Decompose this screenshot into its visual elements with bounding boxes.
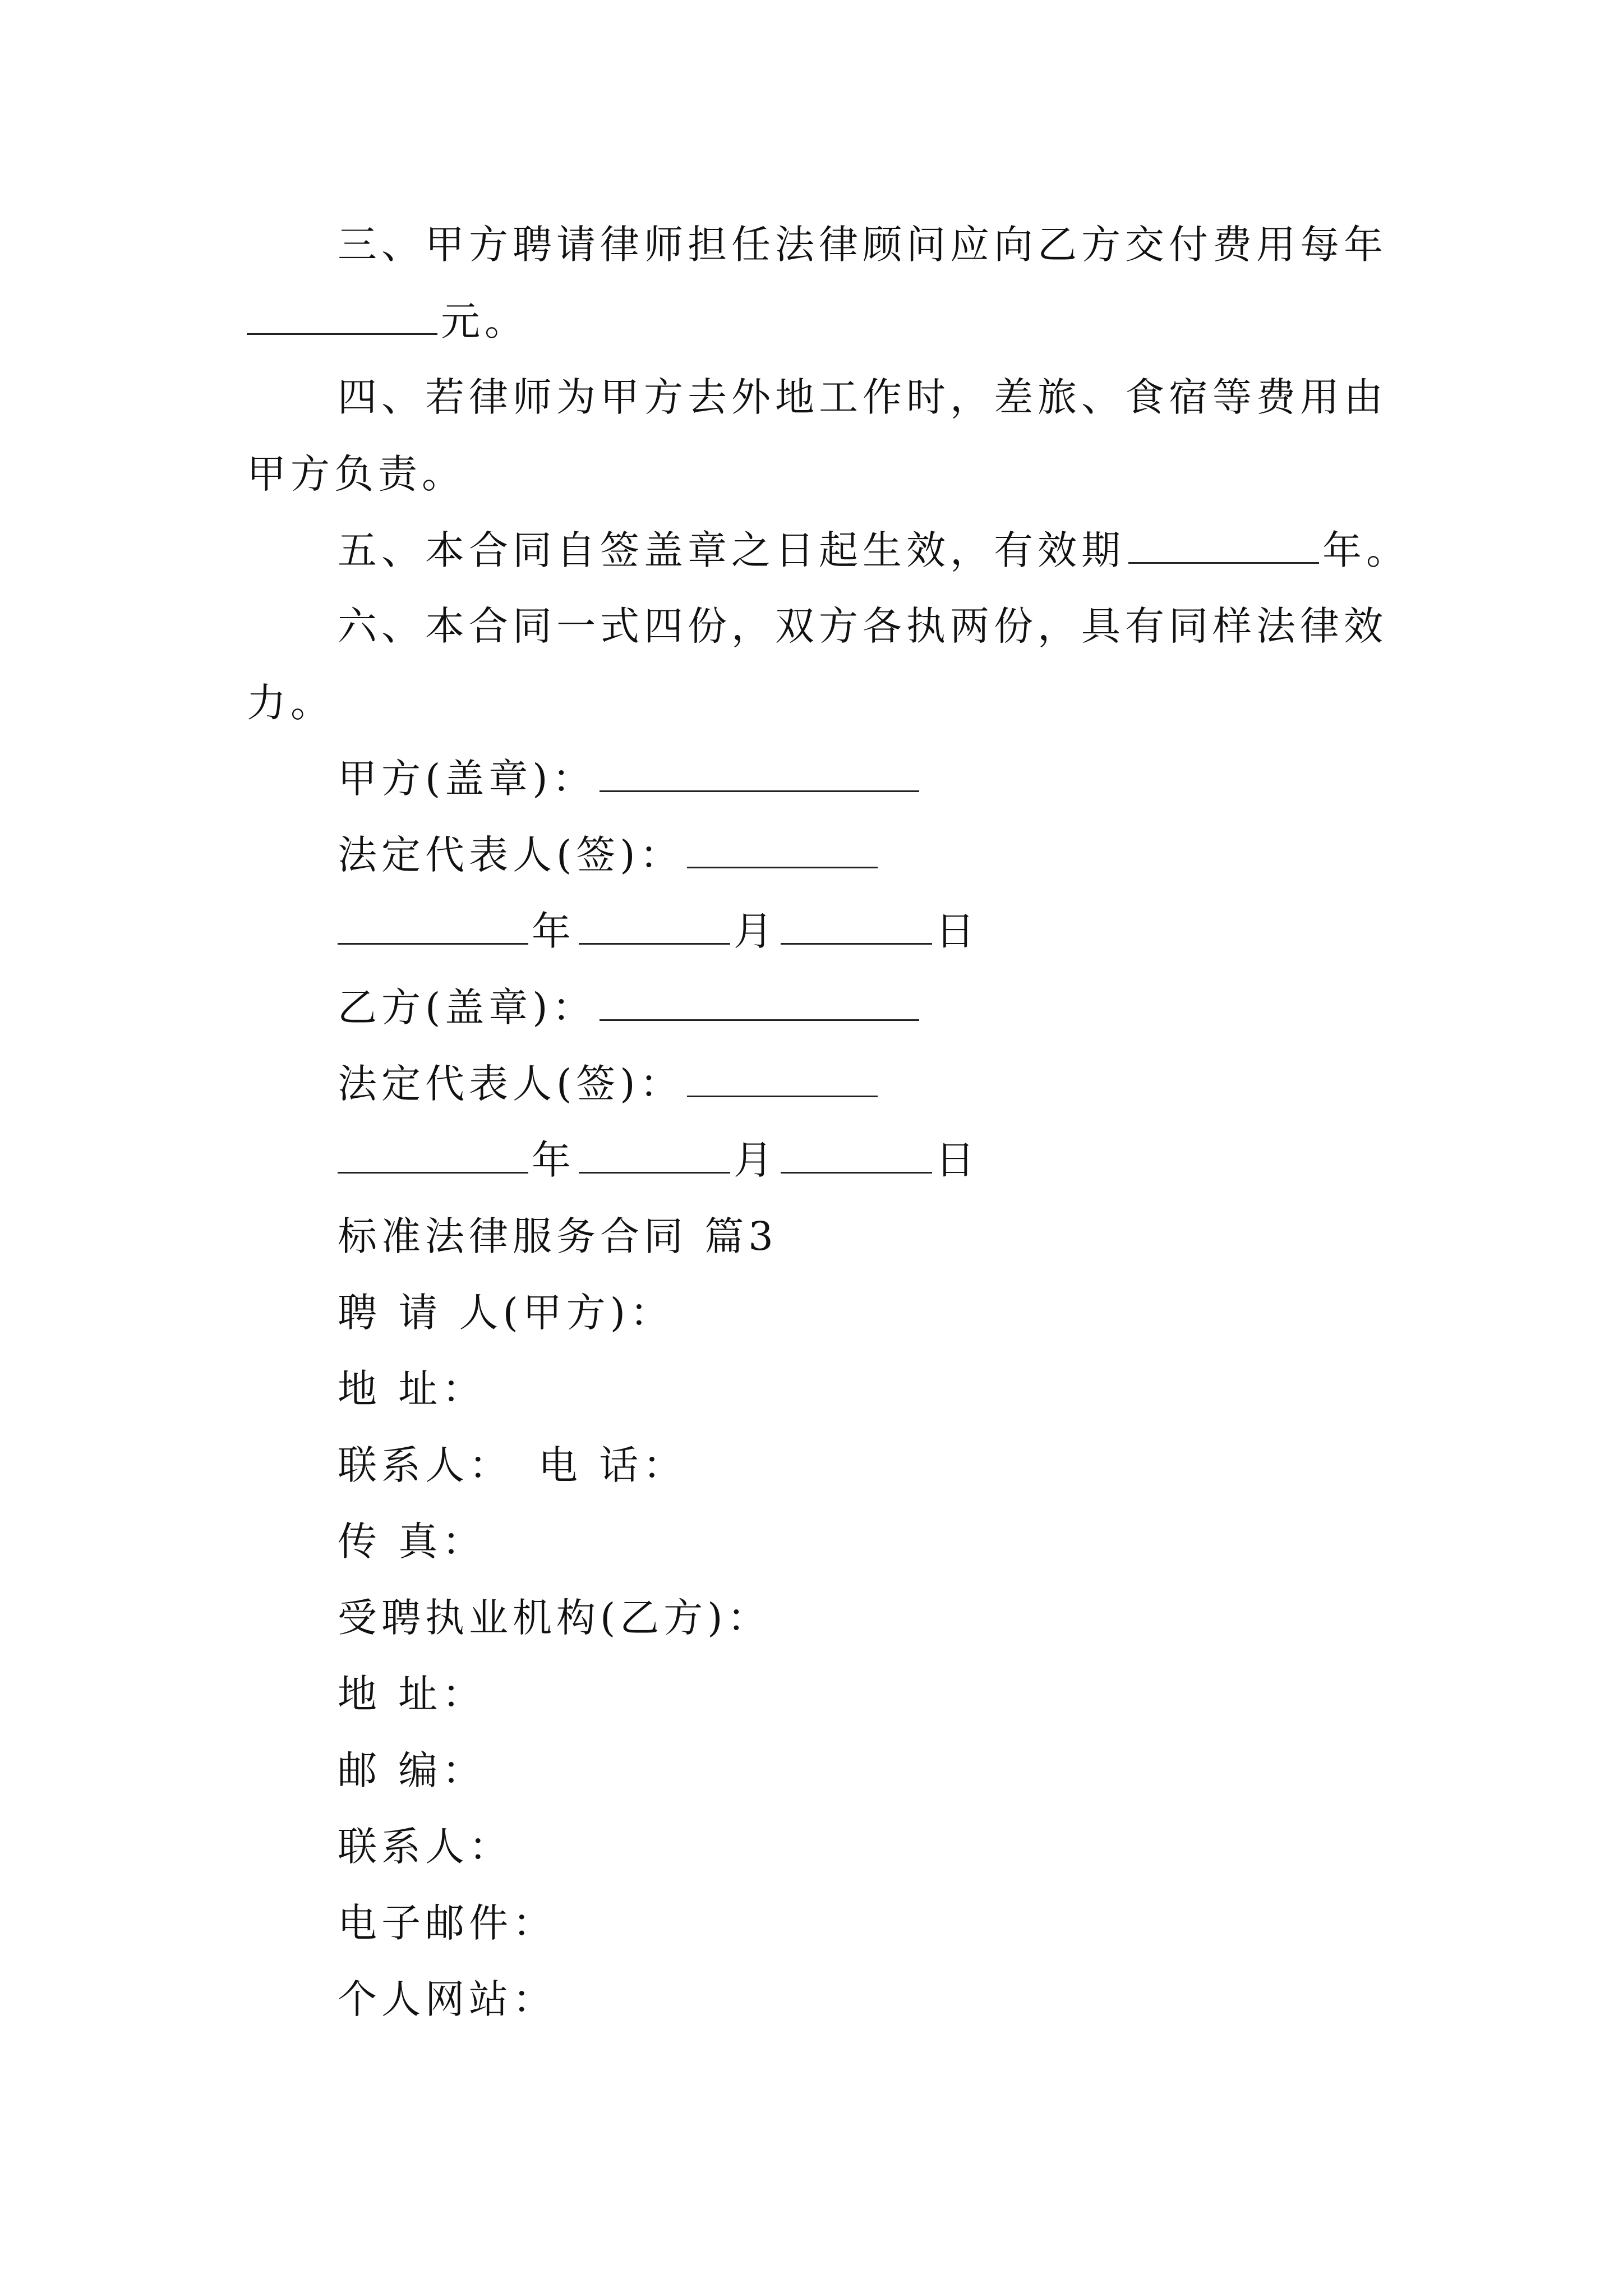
party-a-rep-blank[interactable] [687, 832, 878, 868]
clause-3-unit: 元。 [441, 298, 528, 344]
validity-years-blank[interactable] [1128, 527, 1319, 564]
section-title-text: 标准法律服务合同 篇3 [338, 1213, 778, 1259]
clause-6-text: 六、本合同一式四份，双方各执两份，具有同样法律效 [338, 603, 1387, 649]
party-a-seal-blank[interactable] [600, 756, 919, 792]
day-label: 日 [935, 908, 979, 954]
firm-website-line [338, 1972, 556, 2026]
party-b-seal-label: 乙方(盖章)： [338, 984, 596, 1030]
party-a-month-blank[interactable] [579, 908, 730, 945]
section-title [338, 1209, 778, 1263]
clause-4-line-2 [247, 447, 465, 501]
month-label: 月 [734, 1137, 777, 1183]
year-label: 年 [532, 1137, 575, 1183]
party-a-day-blank[interactable] [781, 908, 932, 945]
party-b-rep-blank[interactable] [687, 1061, 878, 1097]
party-b-date-line [338, 1133, 979, 1187]
firm-address-label: 地 址： [338, 1671, 486, 1717]
clause-5-unit: 年。 [1322, 527, 1410, 573]
party-a-rep-line [338, 828, 881, 882]
firm-postcode-line [338, 1743, 486, 1797]
party-b-year-blank[interactable] [338, 1137, 528, 1174]
clause-5-text: 五、本合同自签盖章之日起生效，有效期 [338, 527, 1125, 573]
party-b-month-blank[interactable] [579, 1137, 730, 1174]
clause-3-text: 三、甲方聘请律师担任法律顾问应向乙方交付费用每年 [338, 222, 1387, 268]
employer-address-line [338, 1362, 486, 1416]
firm-postcode-label: 邮 编： [338, 1747, 486, 1793]
clause-6-line-2 [247, 676, 334, 730]
month-label: 月 [734, 908, 777, 954]
firm-line [338, 1591, 771, 1645]
employer-contact-label: 联系人： [338, 1442, 513, 1488]
employer-contact-line [338, 1438, 686, 1492]
clause-4-text-end: 甲方负责。 [247, 451, 465, 497]
firm-contact-label: 联系人： [338, 1824, 513, 1870]
fee-blank[interactable] [247, 298, 437, 335]
employer-fax-label: 传 真： [338, 1519, 486, 1565]
firm-label: 受聘执业机构(乙方)： [338, 1595, 771, 1641]
firm-contact-line [338, 1820, 513, 1874]
firm-website-label: 个人网站： [338, 1976, 556, 2022]
firm-address-line [338, 1667, 486, 1721]
party-a-rep-label: 法定代表人(签)： [338, 832, 684, 878]
day-label: 日 [935, 1137, 979, 1183]
clause-5-line [338, 523, 1410, 577]
employer-label: 聘 请 人(甲方)： [338, 1290, 674, 1336]
party-b-seal-blank[interactable] [600, 984, 919, 1021]
employer-phone-label: 电 话： [538, 1442, 687, 1488]
clause-4-line-1 [338, 370, 1387, 424]
firm-email-label: 电子邮件： [338, 1900, 556, 1946]
employer-address-label: 地 址： [338, 1366, 486, 1412]
party-a-seal-label: 甲方(盖章)： [338, 756, 596, 802]
firm-email-line [338, 1896, 556, 1950]
clause-3-line-1 [338, 218, 1387, 272]
clause-6-line-1 [338, 599, 1387, 653]
party-b-seal-line [338, 981, 923, 1034]
employer-line [338, 1286, 674, 1340]
party-b-rep-line [338, 1057, 881, 1111]
party-a-date-line [338, 904, 979, 958]
clause-6-text-end: 力。 [247, 680, 334, 726]
clause-3-line-2 [247, 295, 528, 348]
employer-fax-line [338, 1515, 486, 1568]
party-b-rep-label: 法定代表人(签)： [338, 1061, 684, 1107]
party-a-year-blank[interactable] [338, 908, 528, 945]
party-b-day-blank[interactable] [781, 1137, 932, 1174]
year-label: 年 [532, 908, 575, 954]
clause-4-text: 四、若律师为甲方去外地工作时，差旅、食宿等费用由 [338, 374, 1387, 420]
party-a-seal-line [338, 752, 923, 806]
